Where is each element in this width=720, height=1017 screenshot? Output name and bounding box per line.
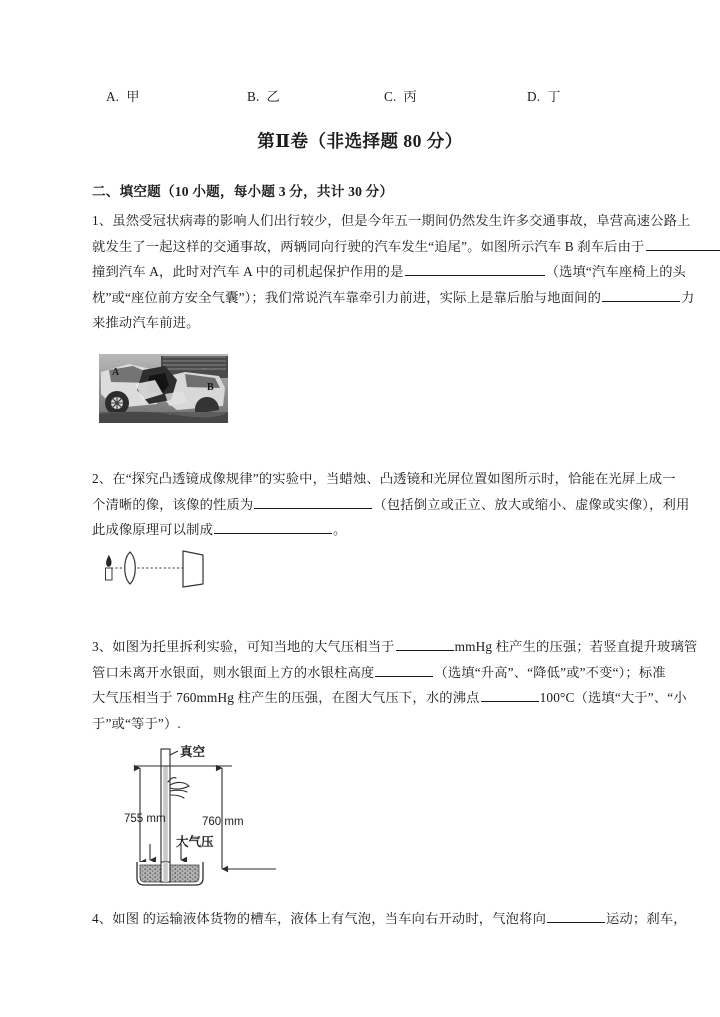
screen-icon [183, 551, 203, 587]
question-3-line-3-text-b: 100°C（选填“大于”、“小 [539, 690, 687, 705]
convex-lens-icon [125, 552, 136, 584]
vacuum-leader-line [170, 751, 178, 755]
choice-a-label: A. [106, 89, 120, 104]
question-2-line-2 [92, 492, 690, 518]
question-1-line-2-text: 就发生了一起这样的交通事故，两辆同向行驶的汽车发生“追尾”。如图所示汽车 B 刹车后由于 [92, 238, 645, 254]
question-1-line-3-text-b: （选填“汽车座椅上的头 [545, 264, 687, 279]
question-3-blank-1[interactable] [396, 636, 454, 651]
choice-b-label: B. [247, 89, 260, 104]
question-1-blank-2[interactable] [405, 261, 545, 276]
question-1-line-2 [92, 234, 645, 260]
car-collision-image [99, 354, 228, 423]
question-3-line-2-text-b: （选填“升高”、“降低”或”不变“）；标准 [434, 664, 666, 680]
question-4-line-1-text-b: 运动；刹车， [606, 911, 687, 926]
question-3-line-1-text-a: 3、如图为托里拆利实验，可知当地的大气压相当于 [92, 639, 395, 654]
question-4-blank-1[interactable] [547, 908, 605, 923]
optical-bench-diagram [97, 546, 217, 590]
question-1 [92, 208, 695, 336]
choice-a-value: 甲 [126, 89, 140, 104]
volume-title: 第Ⅱ卷（非选择题 80 分） [257, 131, 463, 151]
figure-torricelli-barometer [124, 736, 324, 888]
label-vacuum: 真空 [180, 745, 206, 759]
question-3-line-1-text-b: mmHg 柱产生的压强；若竖直提升玻璃管 [454, 639, 698, 654]
question-3-blank-2[interactable] [375, 662, 433, 677]
question-2-blank-1[interactable] [254, 494, 372, 509]
photo-label-b: B [207, 382, 214, 393]
choice-option-d[interactable] [527, 86, 561, 105]
label-755mm: 755 mm [124, 813, 166, 825]
question-3-line-2-text-a: 管口未离开水银面，则水银面上方的水银柱高度 [92, 664, 375, 680]
choice-option-b[interactable] [247, 86, 280, 105]
question-2-blank-2[interactable] [214, 519, 332, 534]
choice-option-c[interactable] [384, 86, 417, 105]
label-atmospheric-pressure: 大气压 [176, 835, 214, 849]
question-3-line-2 [92, 660, 666, 686]
question-2-line-2-text-a: 个清晰的像，该像的性质为 [92, 496, 254, 512]
choice-c-value: 丙 [403, 89, 417, 104]
hand-icon [168, 778, 189, 798]
question-2-line-3 [92, 517, 632, 543]
dimension-760 [202, 768, 276, 869]
photo-label-a: A [112, 367, 120, 378]
question-1-line-4-text-a: 枕”或“座位前方安全气囊”）；我们常说汽车靠牵引力前进，实际上是靠后胎与地面间的 [92, 289, 602, 305]
question-2 [92, 466, 690, 543]
question-3-line-3-text-a: 大气压相当于 760mmHg 柱产生的压强，在图大气压下，水的沸点 [92, 690, 480, 705]
choice-d-label: D. [527, 89, 541, 104]
question-1-line-4 [92, 285, 695, 311]
question-3-blank-3[interactable] [481, 687, 539, 702]
question-1-line-3 [92, 259, 687, 285]
choice-option-a[interactable] [106, 86, 140, 105]
choice-d-value: 丁 [547, 89, 561, 104]
question-3-line-3 [92, 685, 687, 711]
question-1-line-3-text-a: 撞到汽车 A，此时对汽车 A 中的司机起保护作用的是 [92, 264, 404, 279]
dimension-755 [124, 768, 166, 862]
label-760mm: 760 mm [202, 816, 244, 828]
question-1-blank-1[interactable] [646, 236, 720, 251]
mercury-trough [137, 862, 203, 885]
question-2-line-2-text-b: （包括倒立或正立、放大或缩小、虚像或实像），利用 [373, 496, 690, 512]
choice-options-row [92, 86, 628, 108]
question-3-line-4: 于”或“等于”）. [92, 715, 181, 731]
question-1-line-5: 来推动汽车前进。 [92, 315, 200, 330]
choice-c-label: C. [384, 89, 397, 104]
question-1-line-4-text-b: 力 [681, 289, 695, 305]
question-4-line-1-text-a: 4、如图 的运输液体货物的槽车，液体上有气泡，当车向右开动时，气泡将向 [92, 911, 547, 926]
figure-car-collision-photo [99, 354, 228, 423]
question-4-line-1 [92, 906, 687, 932]
figure-convex-lens-bench [97, 546, 217, 590]
question-1-blank-3[interactable] [602, 287, 680, 302]
question-4 [92, 906, 687, 932]
choice-b-value: 乙 [266, 89, 280, 104]
question-3-line-1 [92, 634, 698, 660]
candle-icon [106, 555, 113, 580]
question-2-line-3-text-a: 此成像原理可以制成 [92, 522, 214, 537]
question-2-line-1: 2、在“探究凸透镜成像规律”的实验中，当蜡烛、凸透镜和光屏位置如图所示时，恰能在光屏上成一 [92, 471, 676, 486]
question-1-line-1: 1、虽然受冠状病毒的影响人们出行较少，但是今年五一期间仍然发生许多交通事故，阜营高速公路上 [92, 213, 691, 228]
question-2-line-3-text-b: 。 [333, 522, 347, 537]
question-3 [92, 634, 698, 736]
section-heading-fill-in-blanks: 二、填空题（10 小题，每小题 3 分，共计 30 分） [92, 184, 394, 199]
torricelli-diagram [124, 736, 324, 888]
